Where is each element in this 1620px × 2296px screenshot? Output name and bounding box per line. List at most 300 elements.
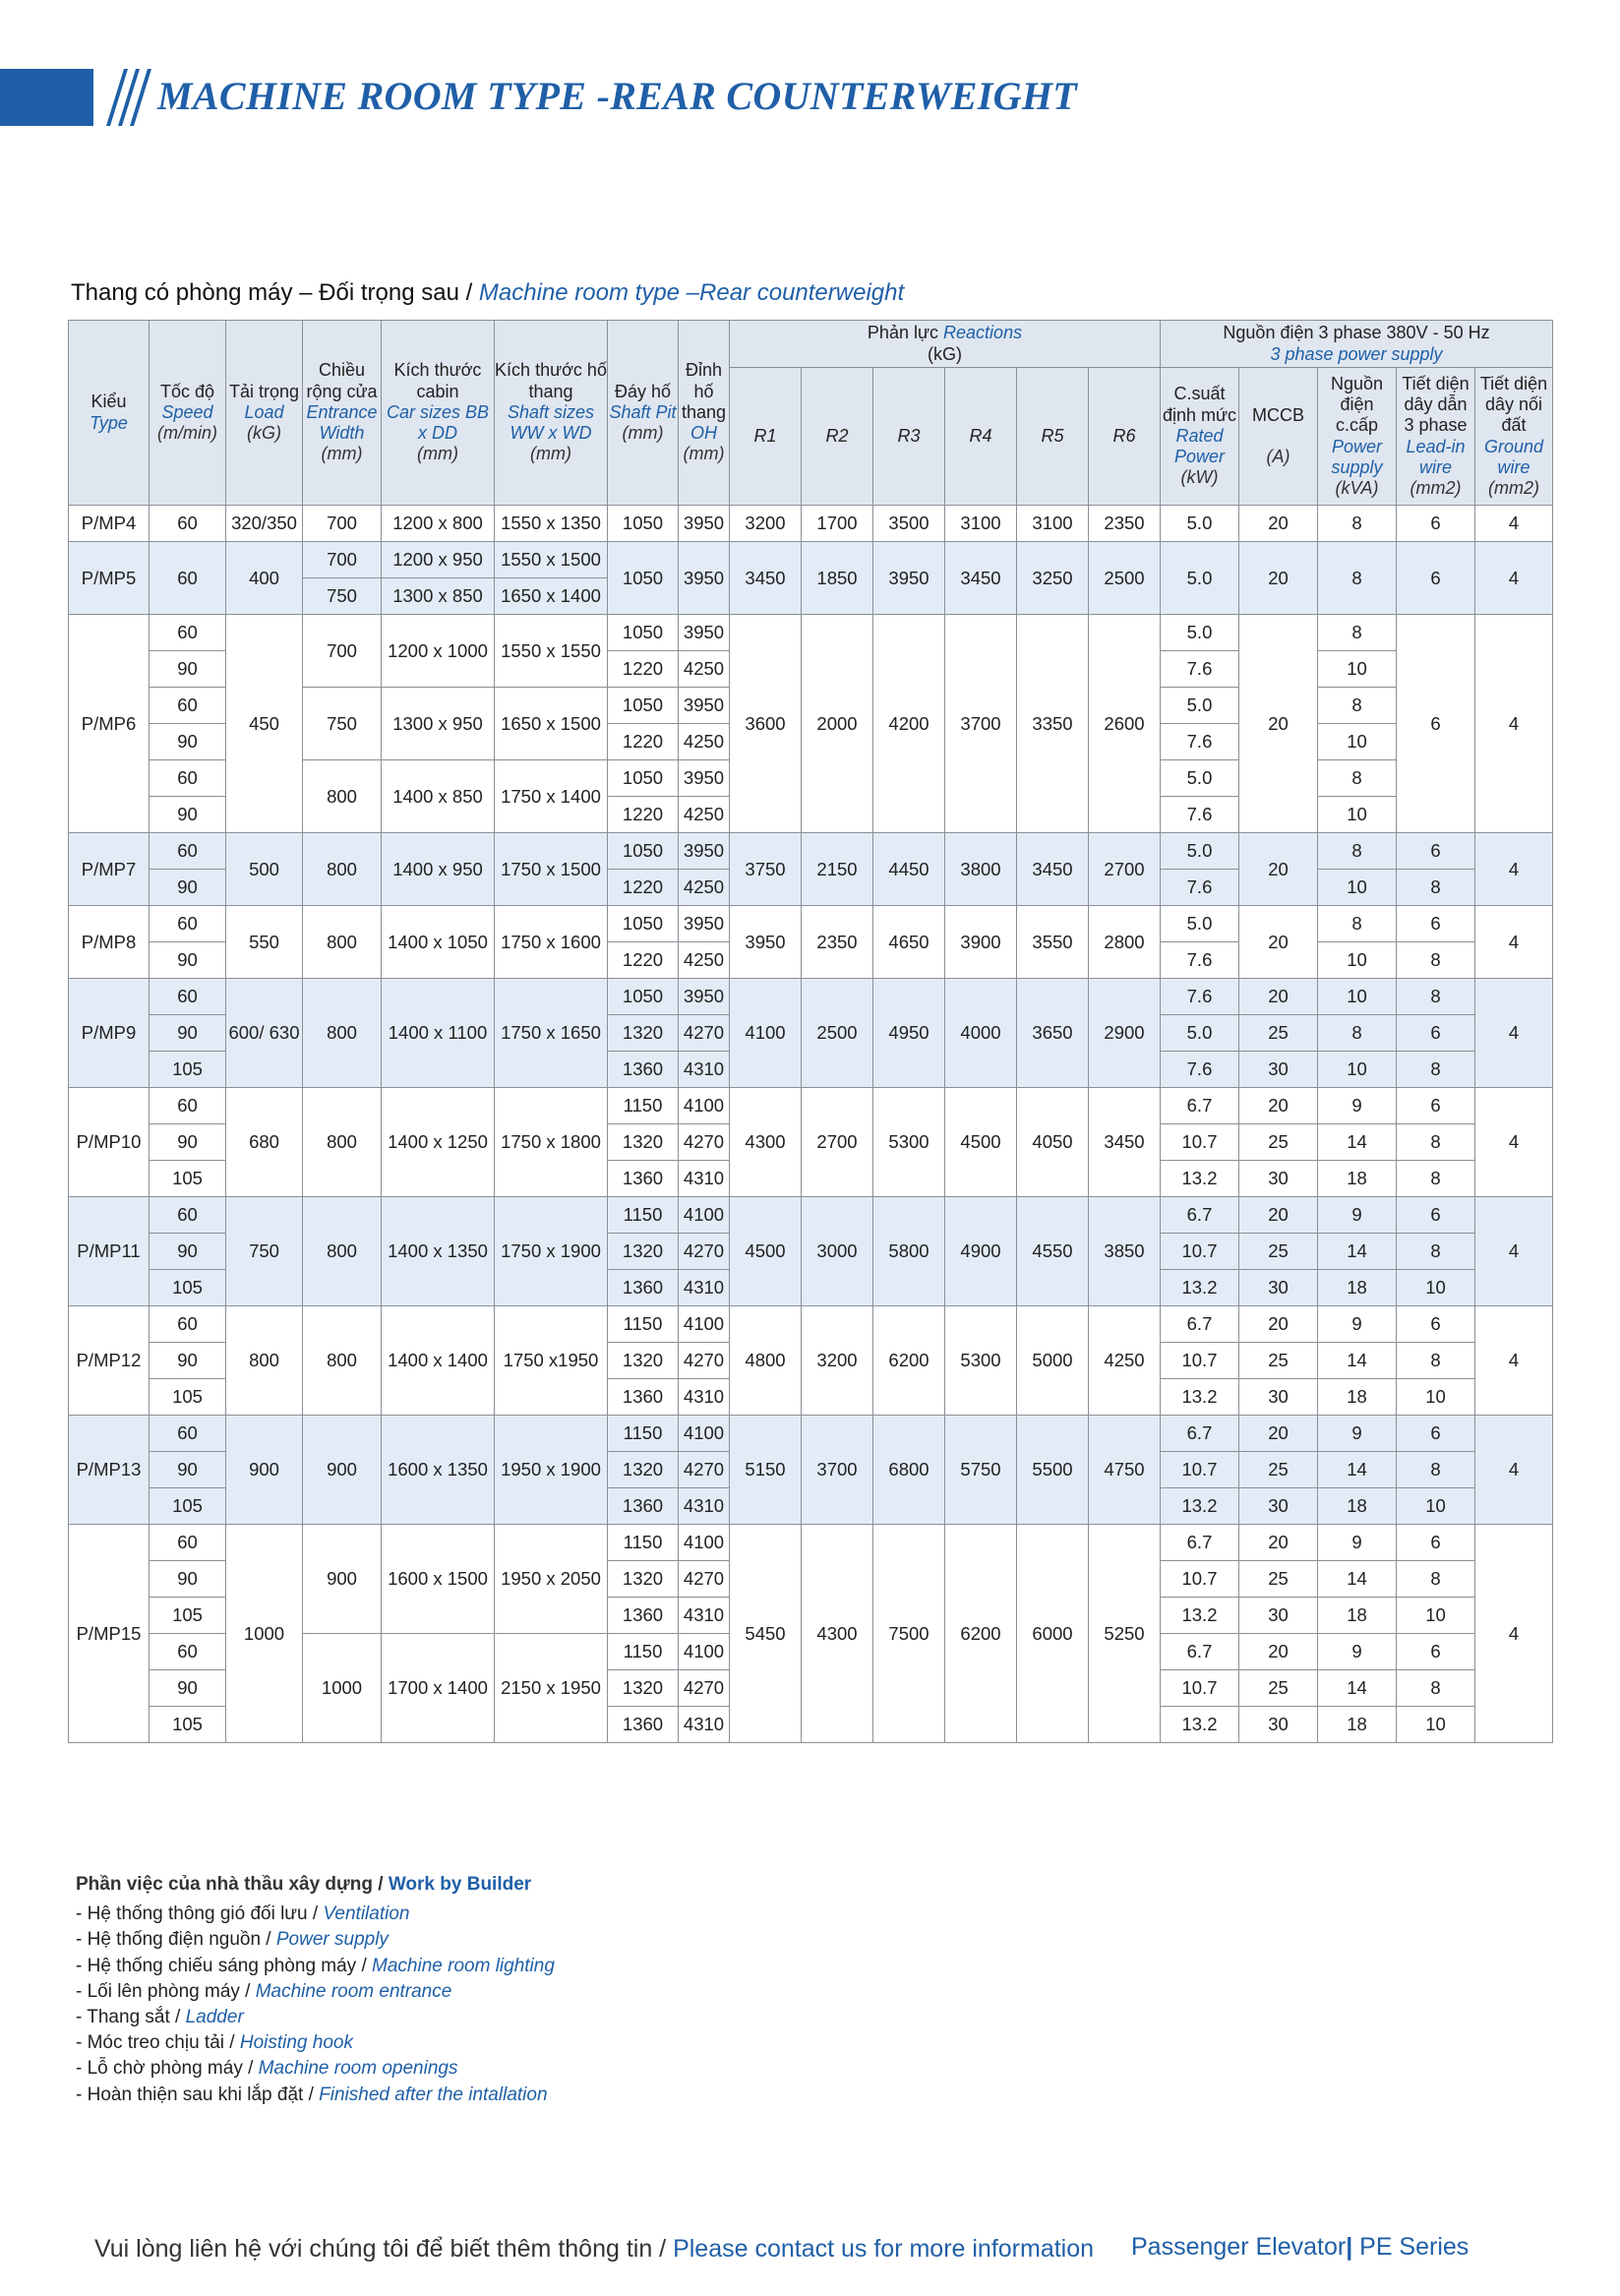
table-cell: 1320 [608,1124,679,1161]
table-cell: 30 [1239,1052,1318,1088]
table-cell: 2150 x 1950 [495,1634,608,1743]
table-cell: 4310 [679,1052,730,1088]
table-cell: 5000 [1017,1306,1089,1416]
table-cell: 1000 [226,1525,303,1743]
table-cell: 3800 [945,833,1017,906]
work-by-builder [76,1872,555,2108]
table-cell: 90 [150,1124,226,1161]
table-cell: 2350 [802,906,873,979]
table-cell: 8 [1318,1015,1397,1052]
table-cell: 25 [1239,1452,1318,1488]
table-cell: 3950 [679,906,730,942]
table-row [69,1525,1553,1561]
table-cell: 800 [303,1088,382,1197]
table-cell: 3450 [945,542,1017,615]
th-r5: R5 [1017,368,1089,506]
table-cell: 4250 [679,651,730,688]
table-cell: 20 [1239,833,1318,906]
table-cell: 800 [303,833,382,906]
th-load: Tải trọng Load (kG) [226,321,303,506]
table-cell: 1220 [608,797,679,833]
table-cell: 20 [1239,1088,1318,1124]
table-cell: 1700 [802,506,873,542]
table-cell: 4900 [945,1197,1017,1306]
table-cell: 9 [1318,1088,1397,1124]
table-cell: 4 [1475,615,1553,833]
table-cell: P/MP6 [69,615,150,833]
table-cell: 10 [1318,651,1397,688]
table-cell: 13.2 [1161,1488,1239,1525]
table-cell: 1300 x 850 [382,578,495,615]
table-cell: 60 [150,1197,226,1234]
table-cell: 800 [226,1306,303,1416]
table-cell: 30 [1239,1488,1318,1525]
table-cell: 1050 [608,542,679,615]
table-cell: 10.7 [1161,1234,1239,1270]
table-row [69,542,1553,578]
table-cell: 4750 [1089,1416,1161,1525]
table-cell: 900 [303,1525,382,1634]
table-cell: 4200 [873,615,945,833]
table-cell: 8 [1397,1452,1475,1488]
table-cell: 2500 [1089,542,1161,615]
table-cell: 1150 [608,1088,679,1124]
table-cell: 6000 [1017,1525,1089,1743]
table-cell: 8 [1397,1670,1475,1707]
table-cell: 20 [1239,1525,1318,1561]
table-cell: P/MP10 [69,1088,150,1197]
table-cell: 6800 [873,1416,945,1525]
table-cell: 1750 x 1400 [495,760,608,833]
table-row [69,1197,1553,1234]
table-cell: 3250 [1017,542,1089,615]
table-cell: 6 [1397,1634,1475,1670]
table-cell: 6.7 [1161,1416,1239,1452]
table-cell: 4 [1475,1197,1553,1306]
table-cell: 60 [150,506,226,542]
table-cell: 680 [226,1088,303,1197]
table-cell: 1320 [608,1670,679,1707]
table-cell: 25 [1239,1015,1318,1052]
table-cell: 1650 x 1400 [495,578,608,615]
table-cell: 3950 [679,615,730,651]
table-cell: 6.7 [1161,1197,1239,1234]
table-cell: 3700 [945,615,1017,833]
table-cell: 320/350 [226,506,303,542]
table-cell: 90 [150,1670,226,1707]
work-item: - Thang sắt / Ladder [76,2007,244,2028]
table-cell: 500 [226,833,303,906]
table-cell: 90 [150,942,226,979]
table-cell: 90 [150,870,226,906]
table-cell: 2150 [802,833,873,906]
table-cell: 2350 [1089,506,1161,542]
table-cell: 4450 [873,833,945,906]
table-cell: 1320 [608,1452,679,1488]
table-cell: 4250 [679,797,730,833]
table-cell: 3750 [730,833,802,906]
table-cell: 5.0 [1161,760,1239,797]
table-cell: 1220 [608,724,679,760]
table-cell: 105 [150,1707,226,1743]
table-cell: P/MP7 [69,833,150,906]
table-cell: 1150 [608,1525,679,1561]
table-cell: 10 [1318,724,1397,760]
table-cell: 1750 x 1800 [495,1088,608,1197]
th-rated-power: C.suất định mức Rated Power (kW) [1161,368,1239,506]
th-entrance: Chiều rộng cửa Entrance Width (mm) [303,321,382,506]
table-cell: 4250 [679,942,730,979]
table-cell: 13.2 [1161,1707,1239,1743]
table-cell: 700 [303,506,382,542]
th-shaft: Kích thước hố thang Shaft sizes WW x WD (mm) [495,321,608,506]
table-cell: 4310 [679,1161,730,1197]
table-cell: 2000 [802,615,873,833]
subtitle-vi: Thang có phòng máy – Đối trọng sau / [71,279,479,306]
table-cell: 4300 [802,1525,873,1743]
table-cell: 13.2 [1161,1379,1239,1416]
table-cell: 4 [1475,833,1553,906]
th-ground: Tiết diện dây nối đất Ground wire (mm2) [1475,368,1553,506]
table-cell: 700 [303,615,382,688]
th-r4: R4 [945,368,1017,506]
table-cell: 18 [1318,1488,1397,1525]
table-cell: 3100 [945,506,1017,542]
table-cell: 90 [150,1452,226,1488]
table-cell: 1150 [608,1416,679,1452]
table-cell: 1200 x 1000 [382,615,495,688]
table-row [69,979,1553,1015]
table-cell: 1050 [608,979,679,1015]
table-cell: 3950 [679,760,730,797]
table-cell: 4270 [679,1234,730,1270]
table-cell: 10 [1397,1598,1475,1634]
table-cell: 6 [1397,1088,1475,1124]
table-row [69,1306,1553,1343]
table-cell: P/MP5 [69,542,150,615]
table-cell: 60 [150,979,226,1015]
work-item: - Hệ thống thông gió đối lưu / Ventilation [76,1903,410,1925]
th-type: Kiểu Type [69,321,150,506]
table-cell: P/MP11 [69,1197,150,1306]
table-cell: 60 [150,1634,226,1670]
table-cell: 1650 x 1500 [495,688,608,760]
work-heading: Phần việc của nhà thầu xây dựng / Work by Builder [76,1874,532,1895]
table-cell: 3950 [679,542,730,615]
table-cell: 4300 [730,1088,802,1197]
table-cell: 1150 [608,1306,679,1343]
table-cell: 20 [1239,1197,1318,1234]
th-power-group: Nguồn điện 3 phase 380V - 50 Hz 3 phase power supply [1161,321,1553,368]
work-item: - Hệ thống chiếu sáng phòng máy / Machine room lighting [76,1955,555,1976]
table-cell: 18 [1318,1161,1397,1197]
table-cell: 60 [150,833,226,870]
table-cell: 60 [150,1416,226,1452]
table-cell: 4 [1475,1525,1553,1743]
table-cell: 6 [1397,615,1475,833]
table-cell: 9 [1318,1525,1397,1561]
th-mccb: MCCB (A) [1239,368,1318,506]
table-cell: 1150 [608,1197,679,1234]
table-cell: 6 [1397,1197,1475,1234]
table-cell: 20 [1239,615,1318,833]
table-cell: 1360 [608,1379,679,1416]
table-cell: 9 [1318,1197,1397,1234]
table-cell: 60 [150,906,226,942]
work-item: - Hoàn thiện sau khi lắp đặt / Finished after the intallation [76,2084,548,2105]
table-cell: 3650 [1017,979,1089,1088]
table-cell: 7.6 [1161,797,1239,833]
table-cell: 1150 [608,1634,679,1670]
table-cell: 4 [1475,1416,1553,1525]
title-bar [0,69,93,126]
table-cell: 8 [1318,833,1397,870]
table-cell: 13.2 [1161,1161,1239,1197]
table-cell: 1400 x 1250 [382,1088,495,1197]
table-cell: 4310 [679,1488,730,1525]
table-cell: 900 [226,1416,303,1525]
table-cell: 2700 [1089,833,1161,906]
table-cell: 3950 [679,833,730,870]
table-cell: 1400 x 1350 [382,1197,495,1306]
table-cell: 105 [150,1270,226,1306]
table-cell: 700 [303,542,382,578]
table-cell: 3700 [802,1416,873,1525]
table-cell: 25 [1239,1124,1318,1161]
table-cell: 1550 x 1500 [495,542,608,578]
table-cell: 90 [150,1561,226,1598]
table-cell: 5.0 [1161,615,1239,651]
table-cell: 20 [1239,1416,1318,1452]
table-cell: 1220 [608,870,679,906]
table-cell: 2800 [1089,906,1161,979]
table-cell: 30 [1239,1598,1318,1634]
table-cell: 4100 [679,1416,730,1452]
th-pit: Đáy hố Shaft Pit (mm) [608,321,679,506]
table-cell: 3450 [1089,1088,1161,1197]
table-cell: 1750 x 1900 [495,1197,608,1306]
table-cell: P/MP15 [69,1525,150,1743]
table-cell: 5300 [945,1306,1017,1416]
table-cell: 18 [1318,1270,1397,1306]
th-speed: Tốc độ Speed (m/min) [150,321,226,506]
table-cell: 10 [1318,1052,1397,1088]
table-cell: 8 [1318,906,1397,942]
work-item: - Hệ thống điện nguồn / Power supply [76,1929,389,1951]
table-cell: 8 [1318,760,1397,797]
table-cell: 1050 [608,615,679,651]
table-cell: 9 [1318,1416,1397,1452]
section-subtitle [71,279,904,307]
table-cell: 10 [1318,979,1397,1015]
table-cell: 4100 [730,979,802,1088]
th-r1: R1 [730,368,802,506]
table-cell: 8 [1318,506,1397,542]
table-cell: 1200 x 800 [382,506,495,542]
table-cell: 1320 [608,1561,679,1598]
table-cell: 6.7 [1161,1306,1239,1343]
table-cell: 7.6 [1161,651,1239,688]
table-cell: 20 [1239,906,1318,979]
table-cell: 60 [150,1306,226,1343]
table-cell: 400 [226,542,303,615]
table-cell: 20 [1239,979,1318,1015]
table-cell: P/MP9 [69,979,150,1088]
table-cell: 25 [1239,1234,1318,1270]
table-cell: 30 [1239,1379,1318,1416]
table-cell: 2700 [802,1088,873,1197]
table-cell: 3950 [679,979,730,1015]
table-cell: 1400 x 1050 [382,906,495,979]
table-cell: 4270 [679,1670,730,1707]
table-cell: 3550 [1017,906,1089,979]
table-cell: 1360 [608,1052,679,1088]
title-stripes [81,69,159,126]
table-cell: 3200 [730,506,802,542]
table-cell: 10.7 [1161,1343,1239,1379]
table-cell: 14 [1318,1452,1397,1488]
table-cell: 14 [1318,1343,1397,1379]
table-cell: 4050 [1017,1088,1089,1197]
table-cell: 18 [1318,1707,1397,1743]
table-cell: 6.7 [1161,1088,1239,1124]
table-cell: 3450 [730,542,802,615]
table-cell: 4 [1475,1088,1553,1197]
table-cell: 90 [150,1343,226,1379]
table-cell: 90 [150,1015,226,1052]
table-cell: 4 [1475,1306,1553,1416]
table-cell: 1000 [303,1634,382,1743]
table-cell: 4 [1475,979,1553,1088]
table-cell: 1400 x 1100 [382,979,495,1088]
table-cell: 7.6 [1161,979,1239,1015]
table-cell: 1220 [608,651,679,688]
table-cell: 3600 [730,615,802,833]
table-cell: 3100 [1017,506,1089,542]
table-cell: 5800 [873,1197,945,1306]
table-cell: 10 [1318,797,1397,833]
table-cell: 1050 [608,760,679,797]
th-r6: R6 [1089,368,1161,506]
table-cell: 1050 [608,906,679,942]
table-cell: 4100 [679,1197,730,1234]
th-r2: R2 [802,368,873,506]
th-r3: R3 [873,368,945,506]
table-row [69,1088,1553,1124]
table-cell: 4310 [679,1598,730,1634]
table-cell: 8 [1397,1124,1475,1161]
table-cell: 1050 [608,506,679,542]
table-cell: 4310 [679,1707,730,1743]
table-cell: 1400 x 950 [382,833,495,906]
table-cell: 6 [1397,1015,1475,1052]
table-cell: 750 [303,688,382,760]
table-cell: 10 [1318,942,1397,979]
table-cell: P/MP12 [69,1306,150,1416]
table-cell: 10.7 [1161,1452,1239,1488]
th-car: Kích thước cabin Car sizes BB x DD (mm) [382,321,495,506]
table-cell: 4270 [679,1343,730,1379]
table-cell: 4270 [679,1015,730,1052]
table-cell: 4310 [679,1270,730,1306]
table-cell: 1700 x 1400 [382,1634,495,1743]
table-cell: 7.6 [1161,870,1239,906]
table-cell: 800 [303,760,382,833]
table-cell: 6 [1397,1416,1475,1452]
table-cell: 3950 [679,688,730,724]
table-cell: 5450 [730,1525,802,1743]
table-cell: 1750 x 1500 [495,833,608,906]
table-cell: 6 [1397,506,1475,542]
table-cell: 800 [303,1197,382,1306]
table-cell: 3950 [679,506,730,542]
table-cell: 800 [303,1306,382,1416]
table-cell: 8 [1397,870,1475,906]
table-cell: 1550 x 1350 [495,506,608,542]
table-cell: 60 [150,615,226,651]
table-cell: 3950 [730,906,802,979]
table-cell: 1850 [802,542,873,615]
table-cell: 8 [1397,1561,1475,1598]
table-cell: 4310 [679,1379,730,1416]
table-cell: 6200 [945,1525,1017,1743]
table-cell: 4250 [1089,1306,1161,1416]
table-cell: 14 [1318,1561,1397,1598]
table-cell: 5.0 [1161,688,1239,724]
table-cell: 20 [1239,1306,1318,1343]
table-cell: 4250 [679,724,730,760]
table-cell: 8 [1318,542,1397,615]
table-cell: 7.6 [1161,942,1239,979]
table-cell: 750 [226,1197,303,1306]
table-cell: 1050 [608,688,679,724]
table-cell: 90 [150,651,226,688]
table-cell: 10.7 [1161,1124,1239,1161]
table-cell: 1750 x 1600 [495,906,608,979]
spec-table [68,320,1553,1743]
table-cell: 9 [1318,1306,1397,1343]
table-cell: 4100 [679,1306,730,1343]
table-cell: 2900 [1089,979,1161,1088]
table-cell: 7.6 [1161,724,1239,760]
table-cell: 60 [150,542,226,615]
table-cell: P/MP8 [69,906,150,979]
table-cell: 60 [150,1525,226,1561]
th-power-supply: Nguồn điện c.cấp Power supply (kVA) [1318,368,1397,506]
table-cell: P/MP13 [69,1416,150,1525]
table-cell: 800 [303,906,382,979]
table-cell: 2600 [1089,615,1161,833]
table-cell: 20 [1239,506,1318,542]
table-cell: 4550 [1017,1197,1089,1306]
th-lead-in: Tiết diện dây dẫn 3 phase Lead-in wire (mm2) [1397,368,1475,506]
page-title: MACHINE ROOM TYPE -REAR COUNTERWEIGHT [157,74,1077,118]
table-cell: 8 [1397,1234,1475,1270]
table-cell: 13.2 [1161,1270,1239,1306]
footer-contact: Vui lòng liên hệ với chúng tôi để biết thêm thông tin / Please contact us for more information [94,2235,1095,2263]
table-cell: 2500 [802,979,873,1088]
table-cell: 8 [1397,1052,1475,1088]
table-cell: 1360 [608,1270,679,1306]
table-cell: 9 [1318,1634,1397,1670]
table-cell: 1360 [608,1707,679,1743]
table-cell: 5.0 [1161,542,1239,615]
table-cell: 1220 [608,942,679,979]
table-cell: 14 [1318,1234,1397,1270]
table-cell: 4650 [873,906,945,979]
work-item: - Móc treo chịu tải / Hoisting hook [76,2032,353,2054]
table-cell: 1320 [608,1343,679,1379]
